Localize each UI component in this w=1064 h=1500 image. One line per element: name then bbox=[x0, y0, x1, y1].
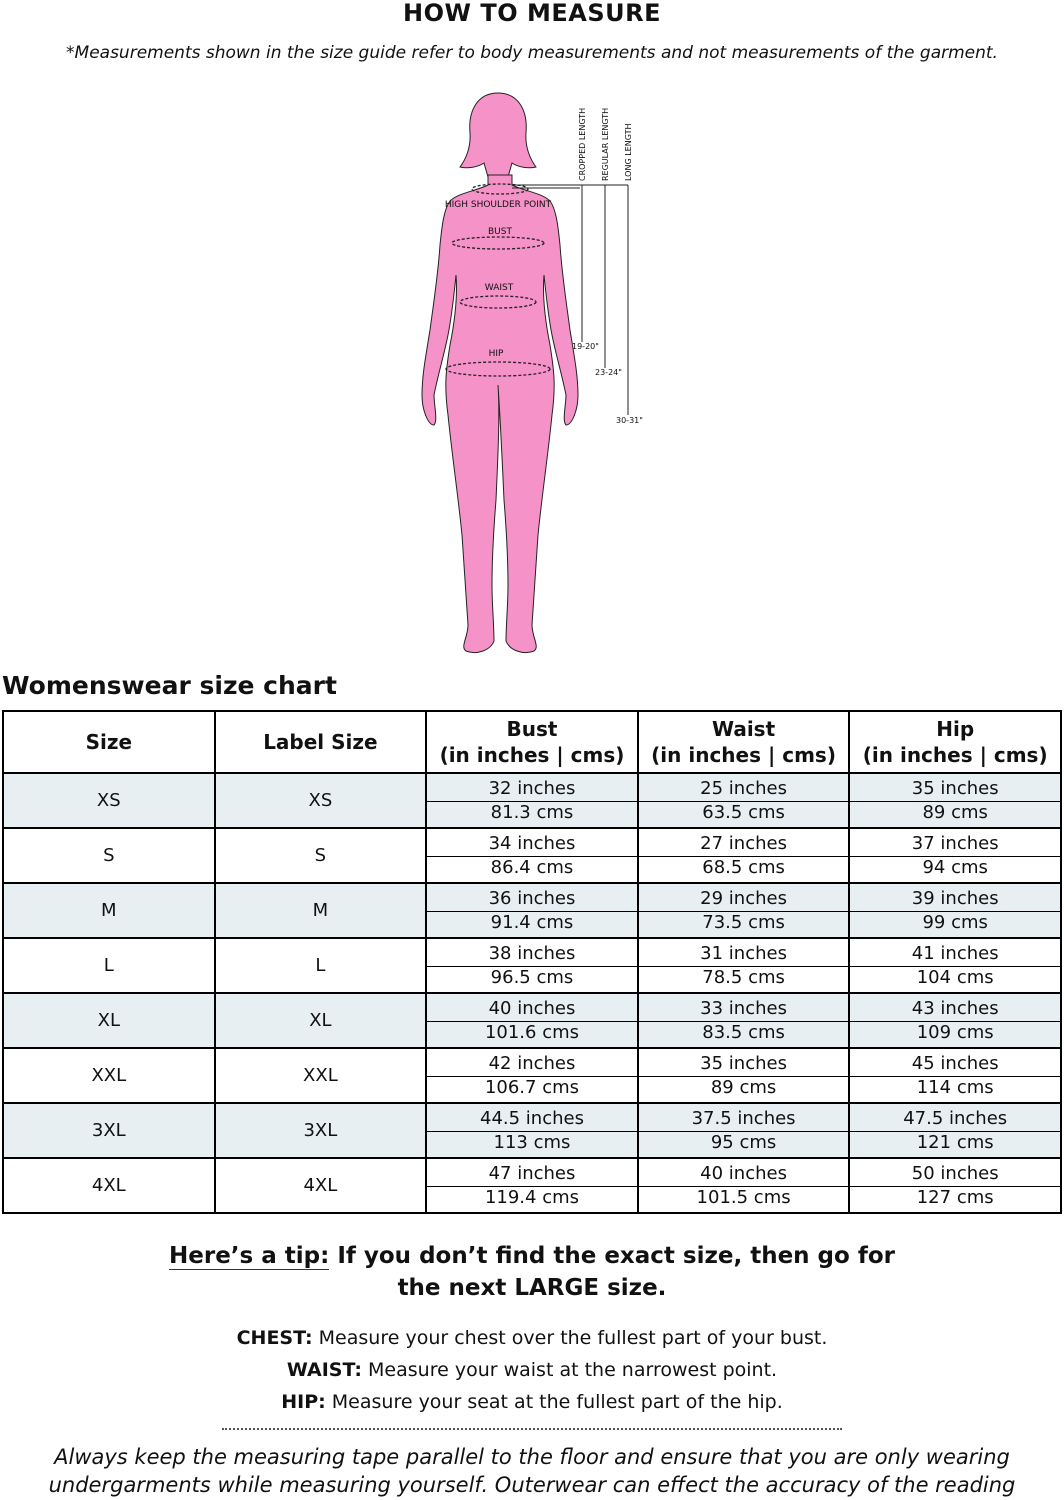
cell-label-size: XS bbox=[215, 773, 427, 828]
cell-bust-inches: 44.5 inches bbox=[480, 1107, 584, 1129]
page-title: HOW TO MEASURE bbox=[403, 0, 661, 27]
cell-bust-inches: 42 inches bbox=[488, 1052, 576, 1074]
cell-hip bbox=[849, 1103, 1061, 1158]
cell-bust bbox=[426, 993, 638, 1048]
cell-waist-cms: 83.5 cms bbox=[639, 1021, 849, 1044]
cell-hip-cms: 94 cms bbox=[850, 856, 1060, 879]
label-waist: WAIST bbox=[484, 283, 514, 293]
cell-hip bbox=[849, 993, 1061, 1048]
table-row bbox=[3, 993, 1061, 1048]
definition-chest: CHEST: Measure your chest over the fullest part of your bust. bbox=[236, 1327, 828, 1349]
tip-line-2: the next LARGE size. bbox=[397, 1275, 667, 1301]
cell-waist-cms: 95 cms bbox=[639, 1131, 849, 1154]
label-cropped-value: 19-20" bbox=[572, 342, 599, 351]
cell-waist bbox=[638, 938, 850, 993]
header-hip-unit: (in inches | cms) bbox=[862, 743, 1048, 767]
header-waist-unit: (in inches | cms) bbox=[651, 743, 836, 767]
cell-hip bbox=[849, 773, 1061, 828]
size-chart-title: Womenswear size chart bbox=[2, 671, 337, 700]
cell-hip-cms: 114 cms bbox=[850, 1076, 1060, 1099]
body-shape bbox=[422, 175, 578, 653]
definition-hip: HIP: Measure your seat at the fullest part of the hip. bbox=[281, 1391, 783, 1413]
cell-hip-cms: 109 cms bbox=[850, 1021, 1060, 1044]
cell-hip-inches: 50 inches bbox=[911, 1162, 999, 1184]
label-cropped-length: CROPPED LENGTH bbox=[578, 107, 587, 181]
body-silhouette-illustration bbox=[410, 85, 660, 660]
cell-bust-cms: 91.4 cms bbox=[427, 911, 637, 934]
measurement-figure bbox=[410, 85, 660, 660]
cell-hip-inches: 45 inches bbox=[911, 1052, 999, 1074]
cell-label-size: 4XL bbox=[215, 1158, 427, 1213]
cell-bust bbox=[426, 1103, 638, 1158]
cell-bust-cms: 86.4 cms bbox=[427, 856, 637, 879]
cell-hip-inches: 37 inches bbox=[911, 832, 999, 854]
header-hip bbox=[849, 711, 1061, 773]
cell-waist-cms: 73.5 cms bbox=[639, 911, 849, 934]
cell-hip bbox=[849, 883, 1061, 938]
table-row bbox=[3, 773, 1061, 828]
closing-line-2: undergarments while measuring yourself. Outerwear can effect the accuracy of the reading bbox=[48, 1473, 1016, 1497]
cell-label-size: M bbox=[215, 883, 427, 938]
table-row bbox=[3, 1158, 1061, 1213]
cell-waist bbox=[638, 773, 850, 828]
header-hip-name: Hip bbox=[936, 717, 975, 741]
cell-hip-inches: 41 inches bbox=[911, 942, 999, 964]
cell-waist-inches: 29 inches bbox=[700, 887, 787, 909]
label-regular-value: 23-24" bbox=[595, 368, 622, 377]
cell-waist-inches: 25 inches bbox=[700, 777, 787, 799]
cell-hip-inches: 43 inches bbox=[911, 997, 999, 1019]
size-chart-table bbox=[2, 710, 1062, 1214]
header-bust-unit: (in inches | cms) bbox=[439, 743, 625, 767]
cell-bust bbox=[426, 828, 638, 883]
label-bust: BUST bbox=[488, 227, 512, 237]
closing-note bbox=[20, 1443, 1044, 1499]
size-tip bbox=[0, 1240, 1064, 1304]
cell-bust-cms: 81.3 cms bbox=[427, 801, 637, 824]
cell-waist-inches: 27 inches bbox=[700, 832, 787, 854]
dotted-divider bbox=[222, 1428, 842, 1430]
header-waist bbox=[638, 711, 850, 773]
cell-waist-cms: 78.5 cms bbox=[639, 966, 849, 989]
cell-waist-cms: 63.5 cms bbox=[639, 801, 849, 824]
table-row bbox=[3, 828, 1061, 883]
label-high-shoulder-point: HIGH SHOULDER POINT bbox=[444, 200, 552, 210]
definition-waist: WAIST: Measure your waist at the narrowest point. bbox=[286, 1359, 778, 1381]
cell-waist-inches: 35 inches bbox=[700, 1052, 787, 1074]
cell-hip bbox=[849, 828, 1061, 883]
disclaimer-note: *Measurements shown in the size guide refer to body measurements and not measurements of the garment. bbox=[66, 43, 998, 63]
cell-waist bbox=[638, 1103, 850, 1158]
cell-bust-inches: 38 inches bbox=[488, 942, 576, 964]
cell-hip bbox=[849, 938, 1061, 993]
cell-bust-inches: 40 inches bbox=[488, 997, 576, 1019]
label-long-value: 30-31" bbox=[616, 416, 643, 425]
label-long-length: LONG LENGTH bbox=[624, 123, 633, 181]
closing-line-1: Always keep the measuring tape parallel to the floor and ensure that you are only wearing bbox=[54, 1445, 1010, 1469]
cell-bust bbox=[426, 883, 638, 938]
cell-waist bbox=[638, 828, 850, 883]
cell-bust bbox=[426, 773, 638, 828]
cell-hip-inches: 39 inches bbox=[911, 887, 999, 909]
cell-bust-cms: 96.5 cms bbox=[427, 966, 637, 989]
header-bust-name: Bust bbox=[506, 717, 558, 741]
cell-bust-cms: 113 cms bbox=[427, 1131, 637, 1154]
cell-hip-inches: 35 inches bbox=[911, 777, 999, 799]
cell-size: S bbox=[3, 828, 215, 883]
cell-label-size: S bbox=[215, 828, 427, 883]
cell-bust bbox=[426, 1048, 638, 1103]
cell-waist-inches: 40 inches bbox=[700, 1162, 787, 1184]
cell-bust-inches: 32 inches bbox=[488, 777, 576, 799]
cell-size: L bbox=[3, 938, 215, 993]
table-row bbox=[3, 938, 1061, 993]
cell-waist-cms: 68.5 cms bbox=[639, 856, 849, 879]
cell-bust-cms: 119.4 cms bbox=[427, 1186, 637, 1209]
table-row bbox=[3, 1103, 1061, 1158]
cell-size: XL bbox=[3, 993, 215, 1048]
cell-hip-cms: 89 cms bbox=[850, 801, 1060, 824]
cell-size: XS bbox=[3, 773, 215, 828]
header-label-size: Label Size bbox=[215, 711, 427, 773]
cell-waist bbox=[638, 1048, 850, 1103]
cell-waist-inches: 33 inches bbox=[700, 997, 787, 1019]
cell-waist bbox=[638, 993, 850, 1048]
cell-hip bbox=[849, 1158, 1061, 1213]
header-bust bbox=[426, 711, 638, 773]
cell-waist-inches: 37.5 inches bbox=[691, 1107, 796, 1129]
cell-hip-cms: 99 cms bbox=[850, 911, 1060, 934]
cell-size: 4XL bbox=[3, 1158, 215, 1213]
cell-size: M bbox=[3, 883, 215, 938]
cell-bust-cms: 106.7 cms bbox=[427, 1076, 637, 1099]
cell-waist bbox=[638, 883, 850, 938]
header-size: Size bbox=[3, 711, 215, 773]
measurement-definitions bbox=[0, 1322, 1064, 1418]
cell-hip-cms: 121 cms bbox=[850, 1131, 1060, 1154]
cell-hip bbox=[849, 1048, 1061, 1103]
cell-bust-inches: 36 inches bbox=[488, 887, 576, 909]
head-shape bbox=[460, 93, 536, 177]
cell-bust-inches: 34 inches bbox=[488, 832, 576, 854]
cell-waist-cms: 89 cms bbox=[639, 1076, 849, 1099]
cell-hip-cms: 104 cms bbox=[850, 966, 1060, 989]
table-row bbox=[3, 1048, 1061, 1103]
cell-label-size: 3XL bbox=[215, 1103, 427, 1158]
cell-size: 3XL bbox=[3, 1103, 215, 1158]
cell-label-size: XXL bbox=[215, 1048, 427, 1103]
cell-size: XXL bbox=[3, 1048, 215, 1103]
cell-hip-inches: 47.5 inches bbox=[903, 1107, 1008, 1129]
tip-line-1: If you don’t find the exact size, then go for bbox=[329, 1243, 895, 1269]
label-regular-length: REGULAR LENGTH bbox=[601, 107, 610, 181]
cell-label-size: XL bbox=[215, 993, 427, 1048]
cell-bust bbox=[426, 938, 638, 993]
cell-bust-inches: 47 inches bbox=[488, 1162, 576, 1184]
cell-bust-cms: 101.6 cms bbox=[427, 1021, 637, 1044]
cell-waist bbox=[638, 1158, 850, 1213]
table-row bbox=[3, 883, 1061, 938]
cell-bust bbox=[426, 1158, 638, 1213]
cell-hip-cms: 127 cms bbox=[850, 1186, 1060, 1209]
label-hip: HIP bbox=[488, 349, 504, 359]
tip-lead: Here’s a tip: bbox=[169, 1243, 330, 1269]
cell-waist-inches: 31 inches bbox=[700, 942, 787, 964]
cell-label-size: L bbox=[215, 938, 427, 993]
cell-waist-cms: 101.5 cms bbox=[639, 1186, 849, 1209]
table-header-row bbox=[3, 711, 1061, 773]
header-waist-name: Waist bbox=[711, 717, 776, 741]
